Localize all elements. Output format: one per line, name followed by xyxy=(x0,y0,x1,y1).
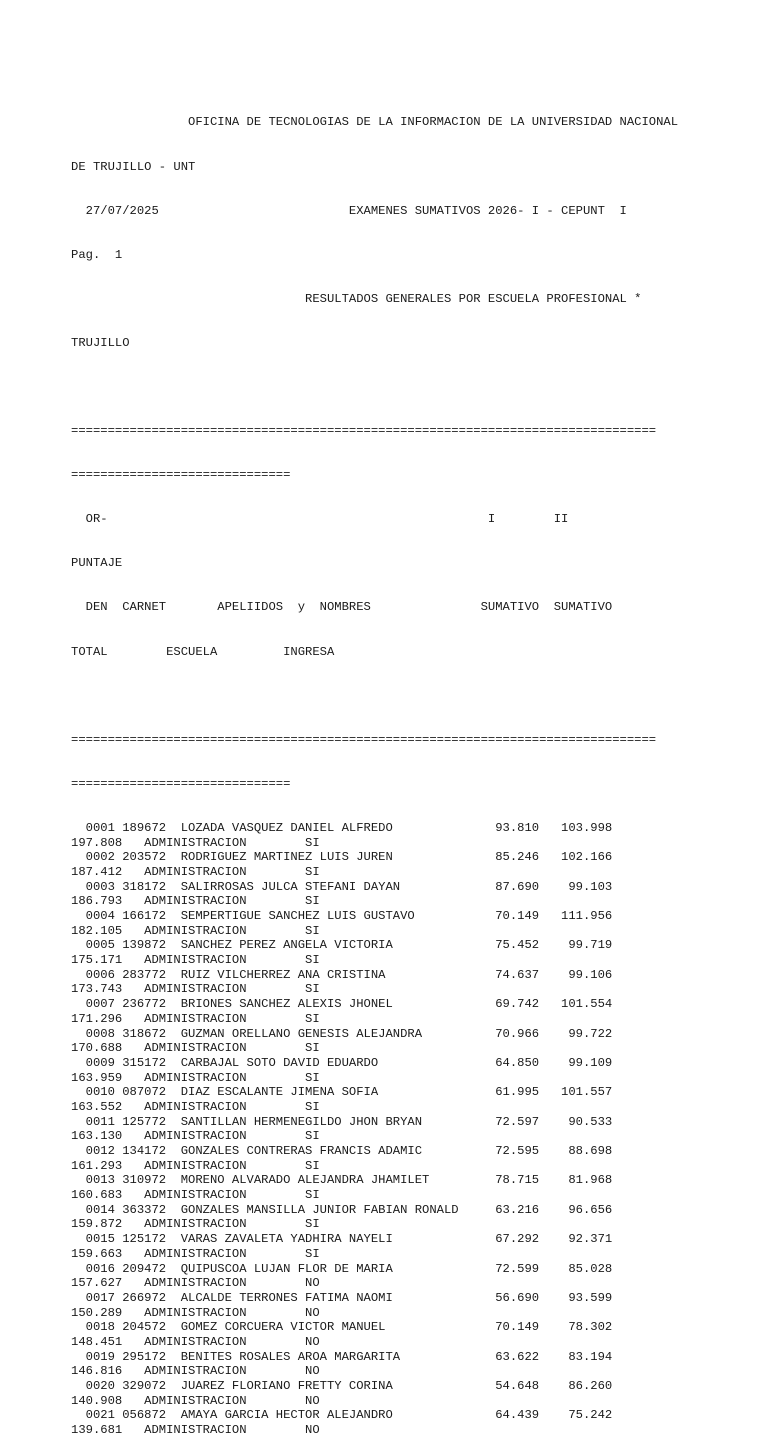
result-row-line2: 163.552 ADMINISTRACION SI xyxy=(71,1099,320,1114)
result-row-line2: 161.293 ADMINISTRACION SI xyxy=(71,1158,320,1173)
column-header-line: TOTAL ESCUELA INGRESA xyxy=(71,644,335,659)
result-row xyxy=(71,938,711,967)
result-row xyxy=(71,1144,711,1173)
result-row-line1: 0015 125172 VARAS ZAVALETA YADHIRA NAYELI 67.292 92.371 xyxy=(71,1232,613,1247)
result-row-line1: 0013 310972 MORENO ALVARADO ALEJANDRA JHAMILET 78.715 81.968 xyxy=(71,1173,613,1188)
result-row xyxy=(71,1027,711,1056)
report-date-and-title: 27/07/2025 EXAMENES SUMATIVOS 2026- I - CEPUNT I xyxy=(71,203,627,218)
separator-line: ============================== xyxy=(71,468,291,483)
result-row-line1: 0016 209472 QUIPUSCOA LUJAN FLOR DE MARIA 72.599 85.028 xyxy=(71,1261,613,1276)
blank-line xyxy=(71,689,711,704)
result-row xyxy=(71,850,711,879)
result-row-line2: 173.743 ADMINISTRACION SI xyxy=(71,982,320,997)
result-row-line1: 0001 189672 LOZADA VASQUEZ DANIEL ALFREDO 93.810 103.998 xyxy=(71,820,613,835)
report-header-line: OFICINA DE TECNOLOGIAS DE LA INFORMACION DE LA UNIVERSIDAD NACIONAL xyxy=(71,115,679,130)
report-subtitle: RESULTADOS GENERALES POR ESCUELA PROFESIONAL * xyxy=(71,291,642,306)
result-row xyxy=(71,1085,711,1114)
page-number: Pag. 1 xyxy=(71,247,123,262)
result-row-line2: 186.793 ADMINISTRACION SI xyxy=(71,894,320,909)
result-row xyxy=(71,821,711,850)
result-row-line1: 0006 283772 RUIZ VILCHERREZ ANA CRISTINA 74.637 99.106 xyxy=(71,967,613,982)
result-row xyxy=(71,880,711,909)
result-row-line2: 187.412 ADMINISTRACION SI xyxy=(71,864,320,879)
column-header-line: OR- I II xyxy=(71,512,569,527)
result-row xyxy=(71,1408,711,1437)
result-row-line1: 0005 139872 SANCHEZ PEREZ ANGELA VICTORIA 75.452 99.719 xyxy=(71,938,613,953)
result-row xyxy=(71,1262,711,1291)
result-row-line2: 163.959 ADMINISTRACION SI xyxy=(71,1070,320,1085)
result-row-line2: 148.451 ADMINISTRACION NO xyxy=(71,1334,320,1349)
result-row-line1: 0002 203572 RODRIGUEZ MARTINEZ LUIS JUREN 85.246 102.166 xyxy=(71,850,613,865)
result-row-line2: 182.105 ADMINISTRACION SI xyxy=(71,923,320,938)
result-row xyxy=(71,1115,711,1144)
result-row-line1: 0021 056872 AMAYA GARCIA HECTOR ALEJANDRO 64.439 75.242 xyxy=(71,1408,613,1423)
result-row-line2: 150.289 ADMINISTRACION NO xyxy=(71,1305,320,1320)
report-subtitle-city: TRUJILLO xyxy=(71,335,130,350)
result-row-line1: 0014 363372 GONZALES MANSILLA JUNIOR FABIAN RONALD 63.216 96.656 xyxy=(71,1202,613,1217)
report-header-line: DE TRUJILLO - UNT xyxy=(71,159,196,174)
result-row-line1: 0004 166172 SEMPERTIGUE SANCHEZ LUIS GUSTAVO 70.149 111.956 xyxy=(71,909,613,924)
result-row-line2: 157.627 ADMINISTRACION NO xyxy=(71,1276,320,1291)
result-row xyxy=(71,1203,711,1232)
separator-line: ============================== xyxy=(71,776,291,791)
result-row-line1: 0011 125772 SANTILLAN HERMENEGILDO JHON BRYAN 72.597 90.533 xyxy=(71,1114,613,1129)
result-row-line1: 0007 236772 BRIONES SANCHEZ ALEXIS JHONEL 69.742 101.554 xyxy=(71,997,613,1012)
result-row xyxy=(71,1173,711,1202)
result-row-line1: 0012 134172 GONZALES CONTRERAS FRANCIS ADAMIC 72.595 88.698 xyxy=(71,1144,613,1159)
result-row-line1: 0019 295172 BENITES ROSALES AROA MARGARITA 63.622 83.194 xyxy=(71,1349,613,1364)
result-row-line2: 160.683 ADMINISTRACION SI xyxy=(71,1188,320,1203)
result-row xyxy=(71,1379,711,1408)
result-row xyxy=(71,1056,711,1085)
result-row-line2: 159.872 ADMINISTRACION SI xyxy=(71,1217,320,1232)
result-row-line2: 163.130 ADMINISTRACION SI xyxy=(71,1129,320,1144)
result-row-line2: 139.681 ADMINISTRACION NO xyxy=(71,1423,320,1438)
results-report-page xyxy=(71,86,711,1452)
result-row-line1: 0010 087072 DIAZ ESCALANTE JIMENA SOFIA 61.995 101.557 xyxy=(71,1085,613,1100)
result-row-line2: 159.663 ADMINISTRACION SI xyxy=(71,1246,320,1261)
separator-line: ================================================================================ xyxy=(71,732,657,747)
result-row-line1: 0003 318172 SALIRROSAS JULCA STEFANI DAYAN 87.690 99.103 xyxy=(71,879,613,894)
result-row-line1: 0017 266972 ALCALDE TERRONES FATIMA NAOMI 56.690 93.599 xyxy=(71,1290,613,1305)
result-row-line2: 175.171 ADMINISTRACION SI xyxy=(71,953,320,968)
result-row-line2: 171.296 ADMINISTRACION SI xyxy=(71,1011,320,1026)
result-row-line2: 170.688 ADMINISTRACION SI xyxy=(71,1041,320,1056)
result-row xyxy=(71,1350,711,1379)
column-header-line: DEN CARNET APELIIDOS y NOMBRES SUMATIVO SUMATIVO xyxy=(71,600,613,615)
result-row xyxy=(71,1232,711,1261)
result-row xyxy=(71,1291,711,1320)
result-row-line1: 0009 315172 CARBAJAL SOTO DAVID EDUARDO 64.850 99.109 xyxy=(71,1055,613,1070)
result-row-line1: 0008 318672 GUZMAN ORELLANO GENESIS ALEJANDRA 70.966 99.722 xyxy=(71,1026,613,1041)
result-row xyxy=(71,909,711,938)
result-row xyxy=(71,997,711,1026)
blank-line xyxy=(71,380,711,395)
column-header-line: PUNTAJE xyxy=(71,556,123,571)
result-row-line1: 0020 329072 JUAREZ FLORIANO FRETTY CORINA 54.648 86.260 xyxy=(71,1379,613,1394)
result-row-line1: 0018 204572 GOMEZ CORCUERA VICTOR MANUEL 70.149 78.302 xyxy=(71,1320,613,1335)
result-row xyxy=(71,968,711,997)
result-row-line2: 140.908 ADMINISTRACION NO xyxy=(71,1393,320,1408)
separator-line: ================================================================================ xyxy=(71,424,657,439)
result-row-line2: 146.816 ADMINISTRACION NO xyxy=(71,1364,320,1379)
result-row-line2: 197.808 ADMINISTRACION SI xyxy=(71,835,320,850)
result-row xyxy=(71,1320,711,1349)
results-list xyxy=(71,821,711,1438)
